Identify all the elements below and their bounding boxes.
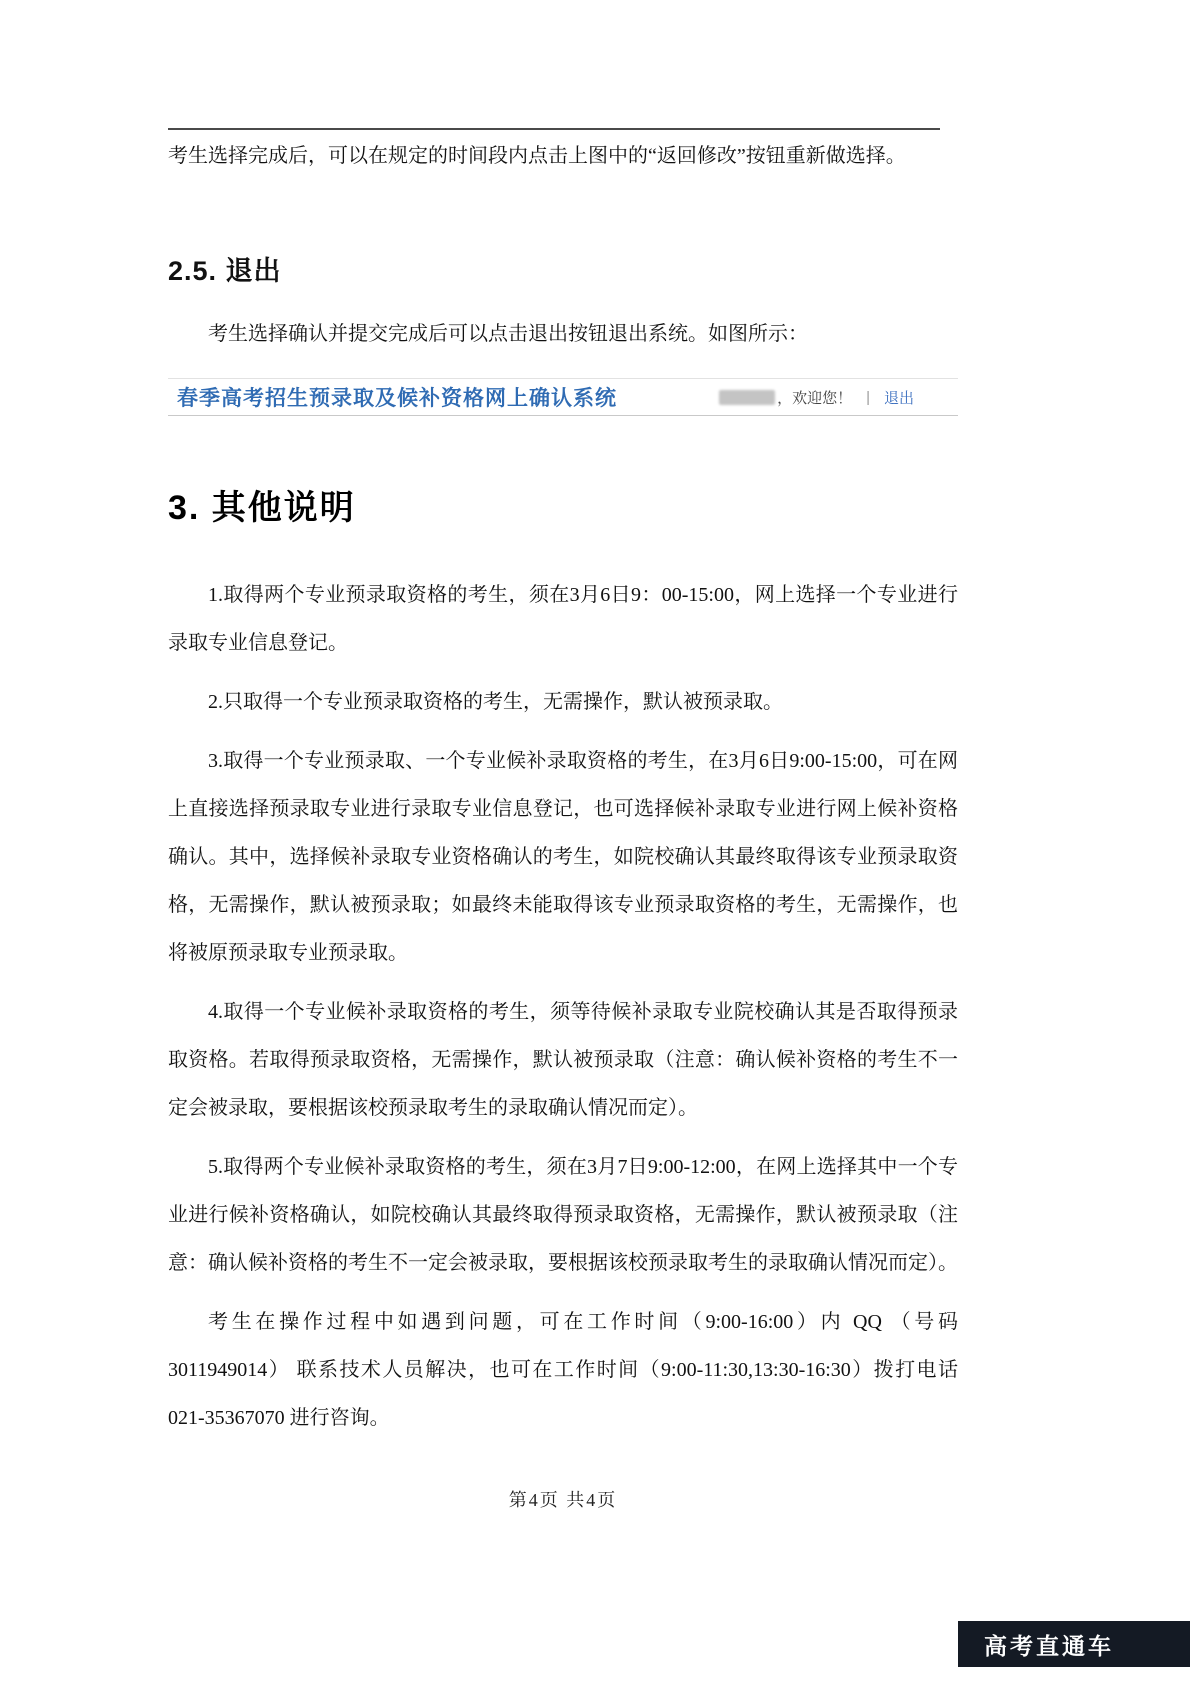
blurred-username [719, 390, 775, 405]
body-paragraph: 考生在操作过程中如遇到问题，可在工作时间（9:00-16:00）内 QQ （号码3011949014） 联系技术人员解决，也可在工作时间（9:00-11:30,13:30-16:30）拨打电话 021-35367070 进行咨询。 [168, 1311, 958, 1429]
body-paragraph: 3.取得一个专业预录取、一个专业候补录取资格的考生，在3月6日9:00-15:00，可在网上直接选择预录取专业进行录取专业信息登记，也可选择候补录取专业进行网上候补资格确认。其中，选择候补录取专业资格确认的考生，如院校确认其最终取得该专业预录取资格，无需操作，默认被预录取；如最终未能取得该专业预录取资格的考生，无需操作，也将被原预录取专业预录取。 [168, 750, 958, 964]
section-2-5-paragraph: 考生选择确认并提交完成后可以点击退出按钮退出系统。如图所示： [208, 323, 808, 345]
body-paragraph: 2.只取得一个专业预录取资格的考生，无需操作，默认被预录取。 [208, 691, 783, 713]
section-3-paragraphs [168, 571, 958, 1442]
body-paragraph: 5.取得两个专业候补录取资格的考生，须在3月7日9:00-12:00，在网上选择其中一个专业进行候补资格确认，如院校确认其最终取得预录取资格，无需操作，默认被预录取（注意：确认候补资格的考生不一定会被录取，要根据该校预录取考生的录取确认情况而定）。 [168, 1156, 958, 1274]
document-page [168, 0, 958, 1512]
welcome-text: ，欢迎您！ [777, 389, 853, 407]
top-divider-rule [168, 128, 940, 130]
section-3-heading: 3. 其他说明 [168, 489, 356, 527]
logout-link[interactable]: 退出 [883, 389, 914, 407]
user-area [719, 387, 914, 408]
separator: | [866, 388, 870, 406]
intro-paragraph: 考生选择完成后，可以在规定的时间段内点击上图中的“返回修改”按钮重新做选择。 [168, 145, 906, 167]
body-paragraph: 4.取得一个专业候补录取资格的考生，须等待候补录取专业院校确认其是否取得预录取资格。若取得预录取资格，无需操作，默认被预录取（注意：确认候补资格的考生不一定会被录取，要根据该校预录取考生的录取确认情况而定）。 [168, 1001, 958, 1119]
system-title: 春季高考招生预录取及候补资格网上确认系统 [177, 387, 617, 410]
watermark-badge: 高考直通车 [958, 1621, 1190, 1667]
body-paragraph: 1.取得两个专业预录取资格的考生，须在3月6日9：00-15:00，网上选择一个专业进行录取专业信息登记。 [168, 584, 958, 654]
section-2-5-heading: 2.5. 退出 [168, 256, 282, 286]
embedded-system-header-screenshot [168, 378, 958, 416]
page-number-footer: 第4页 共4页 [508, 1490, 618, 1510]
